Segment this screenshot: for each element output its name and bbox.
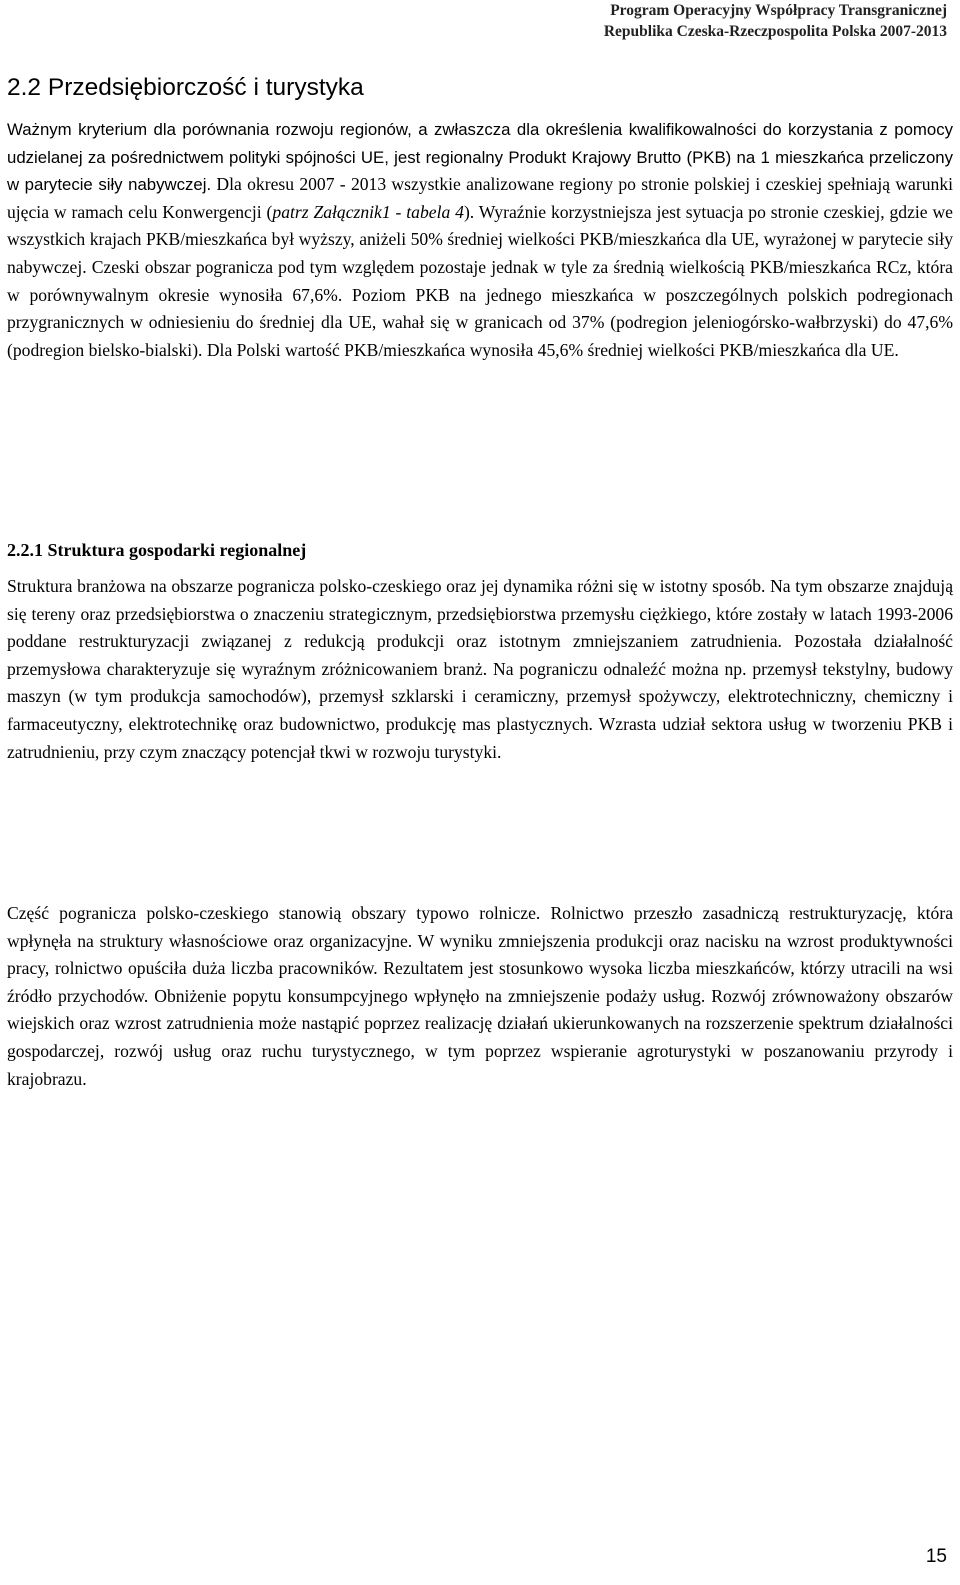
paragraph-industry-structure	[7, 573, 953, 766]
paragraph-text: Część pogranicza polsko-czeskiego stanowią obszary typowo rolnicze. Rolnictwo przeszło zasadniczą restrukturyzację, która wpłynęła na struktury własnościowe oraz organizacyjne. W wyniku zmniejszenia produkcji oraz nacisku na wzrost produktywności pracy, rolnictwo opuściła duża liczba pracowników. Rezultatem jest stosunkowo wysoka liczba mieszkańców, którzy utracili na wsi źródło przychodów. Obniżenie popytu konsumpcyjnego wpłynęło na zmniejszenie podaży usług. Rozwój zrównoważony obszarów wiejskich oraz wzrost zatrudnienia może nastąpić poprzez realizację działań ukierunkowanych na rozszerzenie spektrum działalności gospodarczej, rozwój usług oraz ruchu turystycznego, w tym poprzez wspieranie agroturystyki w poszanowaniu przyrody i krajobrazu.	[7, 903, 953, 1089]
subsection-title: 2.2.1 Struktura gospodarki regionalnej	[7, 540, 307, 560]
paragraph-text: Struktura branżowa na obszarze pogranicza polsko-czeskiego oraz jej dynamika różni się w istotny sposób. Na tym obszarze znajdują się tereny oraz przedsiębiorstwa o znaczeniu strategicznym, przedsiębiorstwa przemysłu ciężkiego, które zostały w latach 1993-2006 poddane restrukturyzacji związanej z redukcją produkcji oraz istotnym zmniejszaniem zatrudnienia. Pozostała działalność przemysłowa charakteryzuje się wyraźnym zróżnicowaniem branż. Na pograniczu odnaleźć można np. przemysł tekstylny, budowy maszyn (w tym produkcja samochodów), przemysł szklarski i ceramiczny, przemysł spożywczy, elektrotechniczny, chemiczny i farmaceutyczny, elektrotechnikę oraz budownictwo, produkcję mas plastycznych. Wzrasta udział sektora usług w tworzeniu PKB i zatrudnieniu, przy czym znaczący potencjał tkwi w rozwoju turystyki.	[7, 576, 953, 762]
paragraph-gdp-criteria	[7, 116, 953, 364]
header-program-title: Program Operacyjny Współpracy Transgranicznej	[610, 2, 947, 19]
paragraph-agriculture	[7, 900, 953, 1093]
document-header	[604, 0, 947, 42]
annex-reference: patrz Załącznik1 - tabela 4	[272, 201, 464, 222]
paragraph-text: Dla okresu 2007 - 2013 wszystkie analizowane regiony po stronie polskiej i czeskiej spełniają warunki ujęcia w ramach celu Konwergencji (	[7, 174, 954, 222]
paragraph-lead-sentence: Ważnym kryterium dla porównania rozwoju regionów, a zwłaszcza dla określenia kwalifikowalności do korzystania z pomocy udzielanej za pośrednictwem polityki spójności UE, jest regionalny Produkt Krajowy Brutto (PKB) na 1 mieszkańca przeliczony w parytecie siły nabywczej.	[7, 120, 953, 195]
page-number: 15	[925, 1546, 947, 1567]
paragraph-text-continued: ). Wyraźnie korzystniejsza jest sytuacja po stronie czeskiej, gdzie we wszystkich krajach PKB/mieszkańca był wyższy, aniżeli 50% średniej wielkości PKB/mieszkańca dla UE, wyrażonej w parytecie siły nabywczej. Czeski obszar pogranicza pod tym względem pozostaje jednak w tyle za średnią wielkością PKB/mieszkańca RCz, która w porównywalnym okresie wynosiła 67,6%. Poziom PKB na jednego mieszkańca w poszczególnych polskich podregionach przygranicznych w odniesieniu do średniej dla UE, wahał się w granicach od 37% (podregion jeleniogórsko-wałbrzyski) do 47,6% (podregion bielsko-bialski). Dla Polski wartość PKB/mieszkańca wynosiła 45,6% średniej wielkości PKB/mieszkańca dla UE.	[7, 201, 953, 360]
section-title: 2.2 Przedsiębiorczość i turystyka	[7, 74, 364, 101]
header-program-subtitle: Republika Czeska-Rzeczpospolita Polska 2007-2013	[603, 23, 947, 40]
